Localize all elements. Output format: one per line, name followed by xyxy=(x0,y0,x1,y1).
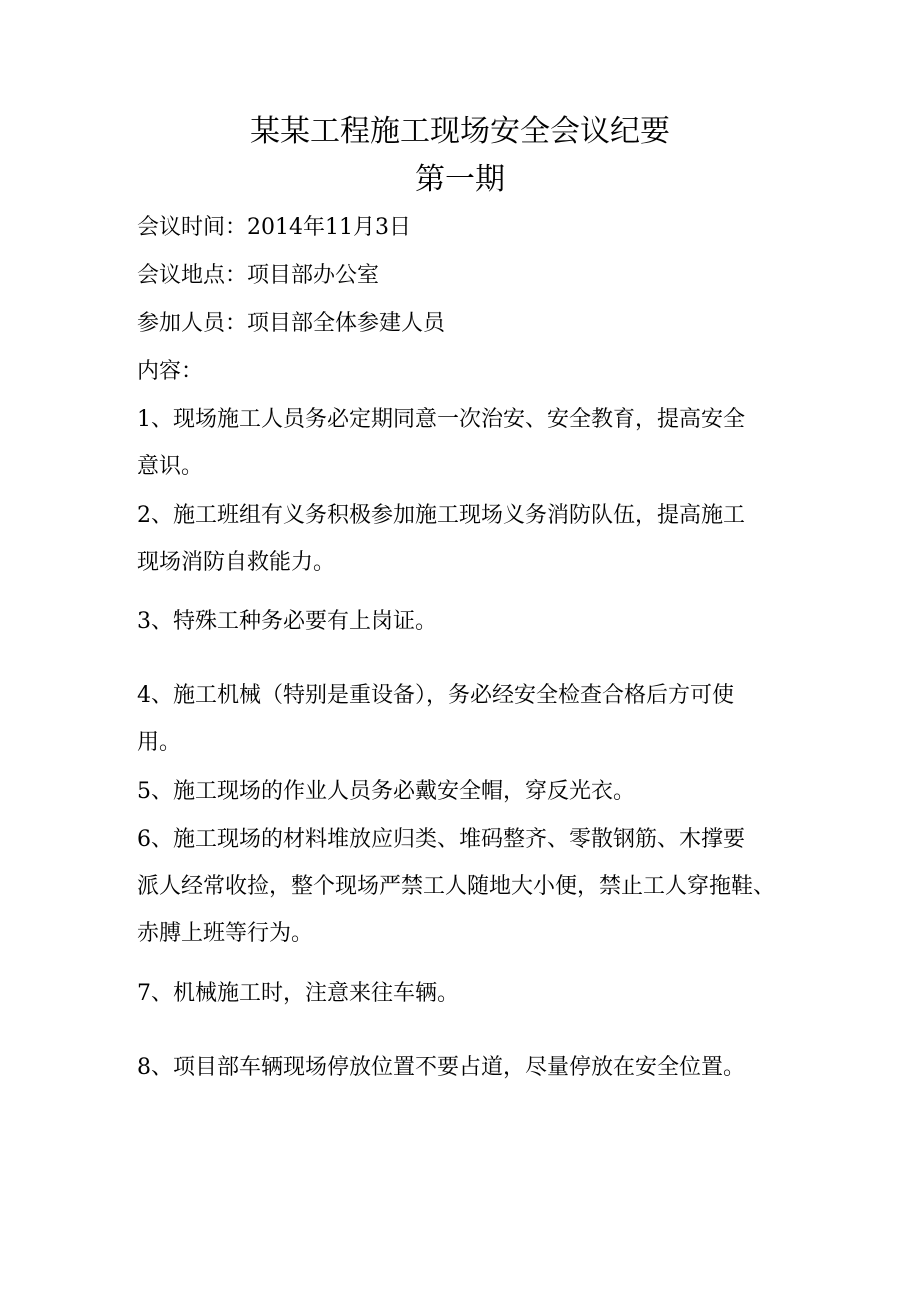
item-line: 7、机械施工时，注意来往车辆。 xyxy=(137,981,459,1006)
meeting-time: 会议时间：2014年11月3日 xyxy=(137,215,411,240)
content-item-1 xyxy=(137,396,797,490)
item-line: 2、施工班组有义务积极参加施工现场义务消防队伍，提高施工 xyxy=(137,503,745,528)
item-line: 5、施工现场的作业人员务必戴安全帽，穿反光衣。 xyxy=(137,779,635,804)
item-line: 3、特殊工种务必要有上岗证。 xyxy=(137,609,437,634)
content-item-2 xyxy=(137,492,797,586)
document-title: 某某工程施工现场安全会议纪要 xyxy=(250,114,670,149)
content-item-4 xyxy=(137,672,797,766)
document-subtitle: 第一期 xyxy=(415,162,505,197)
item-line: 6、施工现场的材料堆放应归类、堆码整齐、零散钢筋、木撑要 xyxy=(137,827,745,852)
item-line: 赤膊上班等行为。 xyxy=(137,921,314,946)
content-item-8 xyxy=(137,1044,797,1091)
item-line: 1、现场施工人员务必定期同意一次治安、安全教育，提高安全 xyxy=(137,407,745,432)
meeting-attendees: 参加人员：项目部全体参建人员 xyxy=(137,311,446,336)
item-line: 意识。 xyxy=(137,454,204,479)
content-item-5 xyxy=(137,768,797,815)
content-item-7 xyxy=(137,970,797,1017)
content-item-3 xyxy=(137,598,797,645)
meeting-location: 会议地点：项目部办公室 xyxy=(137,263,380,288)
item-line: 用。 xyxy=(137,730,182,755)
item-line: 8、项目部车辆现场停放位置不要占道，尽量停放在安全位置。 xyxy=(137,1055,745,1080)
item-line: 现场消防自救能力。 xyxy=(137,550,336,575)
content-label: 内容： xyxy=(137,359,204,384)
content-item-6 xyxy=(137,816,797,957)
item-line: 4、施工机械（特别是重设备），务必经安全检查合格后方可使 xyxy=(137,683,734,708)
item-line: 派人经常收捡，整个现场严禁工人随地大小便，禁止工人穿拖鞋、 xyxy=(137,874,776,899)
